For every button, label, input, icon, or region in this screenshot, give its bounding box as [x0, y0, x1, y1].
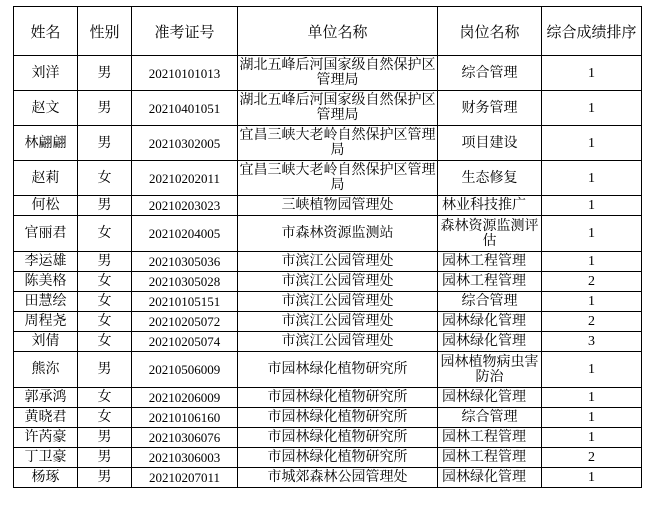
name-cell: 林翩翩: [14, 126, 78, 161]
exam-id-cell: 20210202011: [132, 161, 238, 196]
gender-cell: 女: [78, 272, 132, 292]
unit-cell: 宜昌三峡大老岭自然保护区管理局: [238, 161, 438, 196]
table-row: [14, 56, 642, 91]
rank-cell: 1: [542, 91, 642, 126]
position-cell: 园林工程管理: [438, 428, 542, 448]
unit-cell: 市园林绿化植物研究所: [238, 448, 438, 468]
position-cell: 森林资源监测评估: [438, 216, 542, 252]
header-gender: 性别: [78, 7, 132, 56]
name-cell: 郭承鸿: [14, 388, 78, 408]
position-cell: 综合管理: [438, 56, 542, 91]
rank-cell: 1: [542, 126, 642, 161]
name-cell: 熊沵: [14, 352, 78, 388]
exam-id-cell: 20210205074: [132, 332, 238, 352]
table-row: [14, 292, 642, 312]
exam-id-cell: 20210105151: [132, 292, 238, 312]
table-row: [14, 216, 642, 252]
rank-cell: 1: [542, 468, 642, 488]
unit-cell: 湖北五峰后河国家级自然保护区管理局: [238, 56, 438, 91]
gender-cell: 女: [78, 292, 132, 312]
position-cell: 财务管理: [438, 91, 542, 126]
name-cell: 刘洋: [14, 56, 78, 91]
rank-cell: 1: [542, 252, 642, 272]
rank-cell: 1: [542, 56, 642, 91]
table-row: [14, 332, 642, 352]
unit-cell: 市园林绿化植物研究所: [238, 352, 438, 388]
rank-cell: 3: [542, 332, 642, 352]
unit-cell: 市滨江公园管理处: [238, 292, 438, 312]
exam-id-cell: 20210204005: [132, 216, 238, 252]
rank-cell: 1: [542, 292, 642, 312]
table-row: [14, 196, 642, 216]
name-cell: 官丽君: [14, 216, 78, 252]
name-cell: 陈美格: [14, 272, 78, 292]
gender-cell: 女: [78, 216, 132, 252]
rank-cell: 2: [542, 272, 642, 292]
table-row: [14, 352, 642, 388]
results-table: [13, 6, 642, 488]
table-row: [14, 272, 642, 292]
position-cell: 综合管理: [438, 292, 542, 312]
table-row: [14, 448, 642, 468]
position-cell: 林业科技推广: [438, 196, 542, 216]
position-cell: 综合管理: [438, 408, 542, 428]
table-row: [14, 312, 642, 332]
rank-cell: 1: [542, 352, 642, 388]
position-cell: 园林工程管理: [438, 272, 542, 292]
gender-cell: 男: [78, 352, 132, 388]
exam-id-cell: 20210506009: [132, 352, 238, 388]
gender-cell: 男: [78, 252, 132, 272]
exam-id-cell: 20210207011: [132, 468, 238, 488]
gender-cell: 男: [78, 56, 132, 91]
unit-cell: 市滨江公园管理处: [238, 332, 438, 352]
gender-cell: 男: [78, 196, 132, 216]
unit-cell: 三峡植物园管理处: [238, 196, 438, 216]
table-row: [14, 468, 642, 488]
exam-id-cell: 20210106160: [132, 408, 238, 428]
table-row: [14, 91, 642, 126]
table-row: [14, 252, 642, 272]
name-cell: 田慧绘: [14, 292, 78, 312]
name-cell: 赵莉: [14, 161, 78, 196]
header-unit: 单位名称: [238, 7, 438, 56]
rank-cell: 1: [542, 161, 642, 196]
exam-id-cell: 20210305028: [132, 272, 238, 292]
table-row: [14, 161, 642, 196]
unit-cell: 宜昌三峡大老岭自然保护区管理局: [238, 126, 438, 161]
gender-cell: 女: [78, 408, 132, 428]
unit-cell: 市城郊森林公园管理处: [238, 468, 438, 488]
gender-cell: 女: [78, 312, 132, 332]
rank-cell: 1: [542, 196, 642, 216]
exam-id-cell: 20210203023: [132, 196, 238, 216]
unit-cell: 市园林绿化植物研究所: [238, 388, 438, 408]
table-row: [14, 428, 642, 448]
position-cell: 园林绿化管理: [438, 388, 542, 408]
unit-cell: 市园林绿化植物研究所: [238, 428, 438, 448]
gender-cell: 男: [78, 448, 132, 468]
gender-cell: 女: [78, 332, 132, 352]
rank-cell: 1: [542, 428, 642, 448]
table-row: [14, 126, 642, 161]
exam-id-cell: 20210101013: [132, 56, 238, 91]
position-cell: 园林植物病虫害防治: [438, 352, 542, 388]
exam-id-cell: 20210302005: [132, 126, 238, 161]
gender-cell: 女: [78, 388, 132, 408]
name-cell: 何松: [14, 196, 78, 216]
gender-cell: 男: [78, 468, 132, 488]
position-cell: 生态修复: [438, 161, 542, 196]
exam-id-cell: 20210401051: [132, 91, 238, 126]
header-exam-id: 准考证号: [132, 7, 238, 56]
rank-cell: 1: [542, 216, 642, 252]
name-cell: 李运雄: [14, 252, 78, 272]
exam-id-cell: 20210305036: [132, 252, 238, 272]
header-position: 岗位名称: [438, 7, 542, 56]
exam-id-cell: 20210205072: [132, 312, 238, 332]
name-cell: 杨琢: [14, 468, 78, 488]
unit-cell: 市园林绿化植物研究所: [238, 408, 438, 428]
table-row: [14, 388, 642, 408]
gender-cell: 男: [78, 91, 132, 126]
header-rank: 综合成绩排序: [542, 7, 642, 56]
name-cell: 周程尧: [14, 312, 78, 332]
name-cell: 赵文: [14, 91, 78, 126]
exam-id-cell: 20210306076: [132, 428, 238, 448]
unit-cell: 市滨江公园管理处: [238, 272, 438, 292]
name-cell: 丁卫豪: [14, 448, 78, 468]
rank-cell: 1: [542, 408, 642, 428]
position-cell: 园林绿化管理: [438, 468, 542, 488]
name-cell: 刘倩: [14, 332, 78, 352]
rank-cell: 2: [542, 448, 642, 468]
rank-cell: 2: [542, 312, 642, 332]
position-cell: 项目建设: [438, 126, 542, 161]
position-cell: 园林绿化管理: [438, 312, 542, 332]
header-name: 姓名: [14, 7, 78, 56]
exam-id-cell: 20210206009: [132, 388, 238, 408]
gender-cell: 男: [78, 126, 132, 161]
name-cell: 许芮豪: [14, 428, 78, 448]
position-cell: 园林工程管理: [438, 252, 542, 272]
rank-cell: 1: [542, 388, 642, 408]
exam-id-cell: 20210306003: [132, 448, 238, 468]
header-row: [14, 7, 642, 56]
position-cell: 园林绿化管理: [438, 332, 542, 352]
unit-cell: 市森林资源监测站: [238, 216, 438, 252]
name-cell: 黄晓君: [14, 408, 78, 428]
gender-cell: 女: [78, 161, 132, 196]
unit-cell: 湖北五峰后河国家级自然保护区管理局: [238, 91, 438, 126]
unit-cell: 市滨江公园管理处: [238, 252, 438, 272]
gender-cell: 男: [78, 428, 132, 448]
unit-cell: 市滨江公园管理处: [238, 312, 438, 332]
position-cell: 园林工程管理: [438, 448, 542, 468]
table-row: [14, 408, 642, 428]
